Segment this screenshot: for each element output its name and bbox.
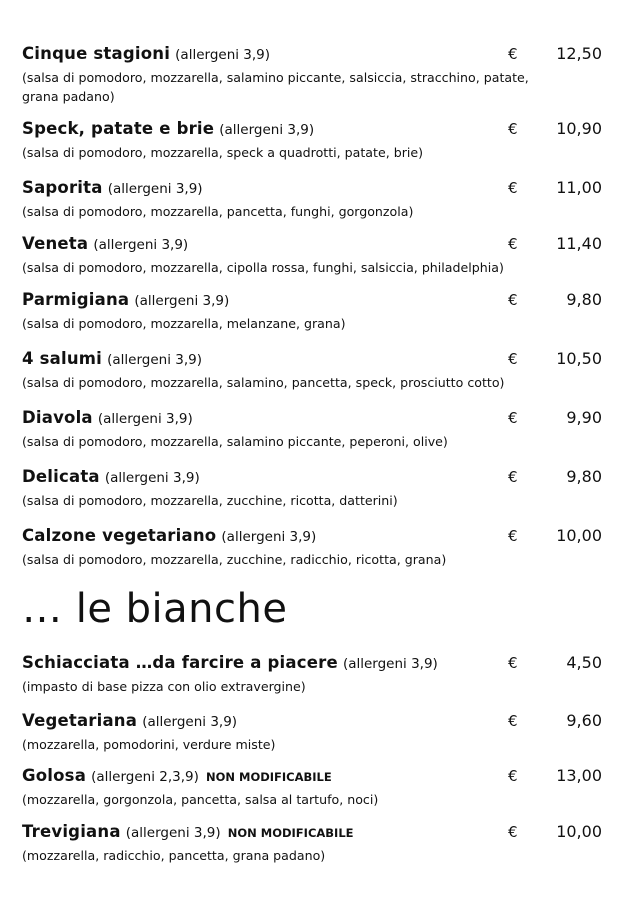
item-description: (salsa di pomodoro, mozzarella, salamino, pancetta, speck, prosciutto cotto) [22,375,505,390]
item-name: Parmigiana [22,290,130,309]
item-name: Trevigiana [22,822,121,841]
item-price: 10,00 [556,526,602,545]
euro-symbol: € [508,654,518,672]
item-description: (mozzarella, radicchio, pancetta, grana padano) [22,848,326,863]
item-description: (salsa di pomodoro, mozzarella, salamino piccante, peperoni, olive) [22,434,448,449]
item-description: (salsa di pomodoro, mozzarella, cipolla rossa, funghi, salsiccia, philadelphia) [22,260,504,275]
item-allergens: (allergeni 3,9) [142,714,238,730]
menu-item-parmigiana [22,290,612,333]
item-name: Golosa [22,766,87,785]
item-name: 4 salumi [22,349,103,368]
menu-item-4-salumi [22,349,612,392]
item-price: 10,00 [556,822,602,841]
item-price: 4,50 [566,653,602,672]
item-allergens: (allergeni 3,9) [221,529,317,545]
euro-symbol: € [508,409,518,427]
euro-symbol: € [508,823,518,841]
menu-item-trevigiana [22,822,612,865]
item-description: (salsa di pomodoro, mozzarella, melanzane, grana) [22,316,346,331]
item-description: (impasto di base pizza con olio extravergine) [22,679,306,694]
item-allergens: (allergeni 3,9) [342,656,438,672]
item-allergens: (allergeni 3,9) [97,411,193,427]
menu-item-schiacciata [22,653,612,696]
item-allergens: (allergeni 3,9) [107,181,203,197]
item-allergens: (allergeni 3,9) [219,122,315,138]
euro-symbol: € [508,120,518,138]
item-name: Delicata [22,467,100,486]
menu-item-golosa [22,766,612,809]
euro-symbol: € [508,179,518,197]
menu-item-saporita [22,178,612,221]
item-name: Cinque stagioni [22,44,171,63]
item-allergens: (allergeni 3,9) [125,825,221,841]
item-allergens: (allergeni 2,3,9) [91,769,199,785]
euro-symbol: € [508,712,518,730]
euro-symbol: € [508,350,518,368]
euro-symbol: € [508,291,518,309]
item-description: (salsa di pomodoro, mozzarella, pancetta, funghi, gorgonzola) [22,204,414,219]
item-name: Diavola [22,408,93,427]
item-name: Vegetariana [22,711,138,730]
euro-symbol: € [508,767,518,785]
menu-item-speck-patate-brie [22,119,612,162]
item-description: (salsa di pomodoro, mozzarella, speck a quadrotti, patate, brie) [22,145,424,160]
euro-symbol: € [508,468,518,486]
item-allergens: (allergeni 3,9) [134,293,230,309]
non-modificabile-note: NON MODIFICABILE [227,826,354,840]
euro-symbol: € [508,235,518,253]
item-allergens: (allergeni 3,9) [104,470,200,486]
item-description: (mozzarella, gorgonzola, pancetta, salsa al tartufo, noci) [22,792,379,807]
item-name: Schiacciata …da farcire a piacere [22,653,338,672]
item-allergens: (allergeni 3,9) [107,352,203,368]
item-price: 12,50 [556,44,602,63]
item-price: 9,80 [566,467,602,486]
menu-item-calzone-vegetariano [22,526,612,569]
item-name: Speck, patate e brie [22,119,215,138]
item-description: (salsa di pomodoro, mozzarella, salamino piccante, salsiccia, stracchino, patate, grana padano) [22,70,529,104]
item-price: 11,00 [556,178,602,197]
item-price: 9,90 [566,408,602,427]
euro-symbol: € [508,45,518,63]
item-price: 10,50 [556,349,602,368]
item-name: Veneta [22,234,89,253]
item-name: Saporita [22,178,103,197]
item-description: (salsa di pomodoro, mozzarella, zucchine, radicchio, ricotta, grana) [22,552,447,567]
menu-item-delicata [22,467,612,510]
item-price: 10,90 [556,119,602,138]
menu-item-vegetariana [22,711,612,754]
item-price: 11,40 [556,234,602,253]
item-description: (mozzarella, pomodorini, verdure miste) [22,737,276,752]
item-price: 9,60 [566,711,602,730]
item-allergens: (allergeni 3,9) [175,47,271,63]
item-description: (salsa di pomodoro, mozzarella, zucchine, ricotta, datterini) [22,493,398,508]
non-modificabile-note: NON MODIFICABILE [205,770,332,784]
item-allergens: (allergeni 3,9) [93,237,189,253]
section-title-bianche: … le bianche [22,586,288,632]
item-price: 13,00 [556,766,602,785]
menu-item-veneta [22,234,612,277]
item-price: 9,80 [566,290,602,309]
menu-item-diavola [22,408,612,451]
euro-symbol: € [508,527,518,545]
menu-item-cinque-stagioni [22,44,612,106]
item-name: Calzone vegetariano [22,526,217,545]
